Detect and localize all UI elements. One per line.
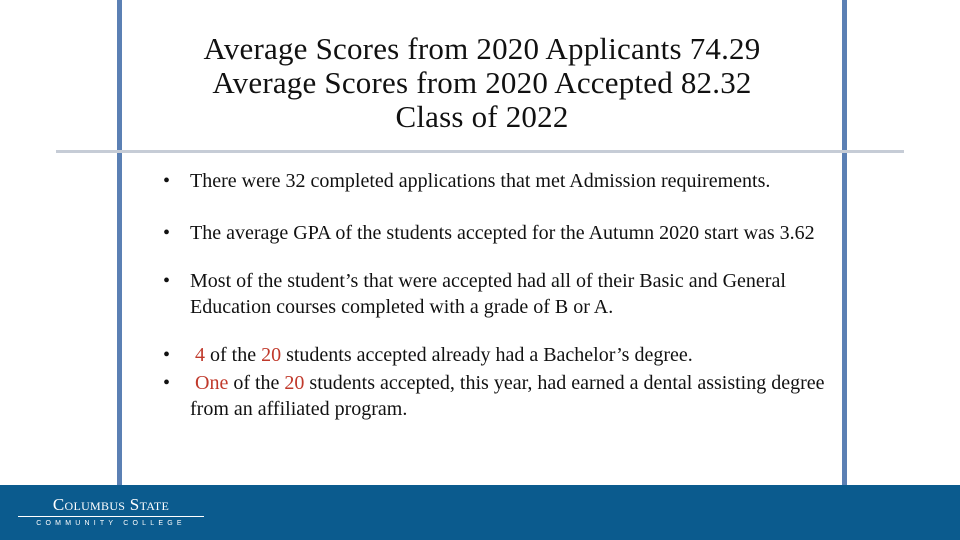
title-divider — [56, 150, 904, 153]
logo-name: Columbus State — [52, 495, 170, 514]
bullet-list — [163, 168, 843, 422]
title-line-1: Average Scores from 2020 Applicants 74.29 — [203, 31, 761, 66]
bullet-icon: • — [163, 344, 171, 366]
bullet-text-part: students accepted already had a Bachelor’s degree. — [281, 344, 693, 366]
bullet-icon: • — [163, 170, 171, 192]
bullet-text: There were 32 completed applications that met Admission requirements. — [190, 170, 771, 192]
bullet-item — [163, 220, 843, 246]
title-line-2: Average Scores from 2020 Accepted 82.32 — [212, 65, 752, 100]
slide-title — [122, 32, 842, 134]
bullet-text — [190, 370, 843, 422]
logo-divider — [18, 516, 204, 517]
title-line-3: Class of 2022 — [395, 99, 569, 134]
bullet-icon: • — [163, 222, 171, 244]
bullet-text-part: of the — [228, 372, 285, 394]
logo-subtitle: COMMUNITY COLLEGE — [36, 520, 186, 527]
bullet-text: The average GPA of the students accepted for the Autumn 2020 start was 3.62 — [190, 222, 815, 244]
bullet-item — [163, 342, 843, 368]
bullet-text: Most of the student’s that were accepted had all of their Basic and General Education courses completed with a grade of B or A. — [190, 270, 786, 318]
bullet-item — [163, 268, 843, 320]
bullet-item — [163, 168, 843, 194]
highlight-count: One — [195, 372, 229, 394]
bullet-item — [163, 370, 843, 422]
highlight-total: 20 — [284, 372, 305, 394]
highlight-total: 20 — [261, 344, 282, 366]
bullet-icon: • — [163, 270, 171, 292]
bullet-text — [190, 342, 843, 368]
bullet-text-part: of the — [205, 344, 262, 366]
bullet-icon: • — [163, 372, 171, 394]
college-logo — [18, 495, 204, 528]
bullet-text-part: students accepted, this year, had earned a dental assisting degree from an affiliated program. — [190, 372, 825, 420]
highlight-count: 4 — [195, 344, 205, 366]
